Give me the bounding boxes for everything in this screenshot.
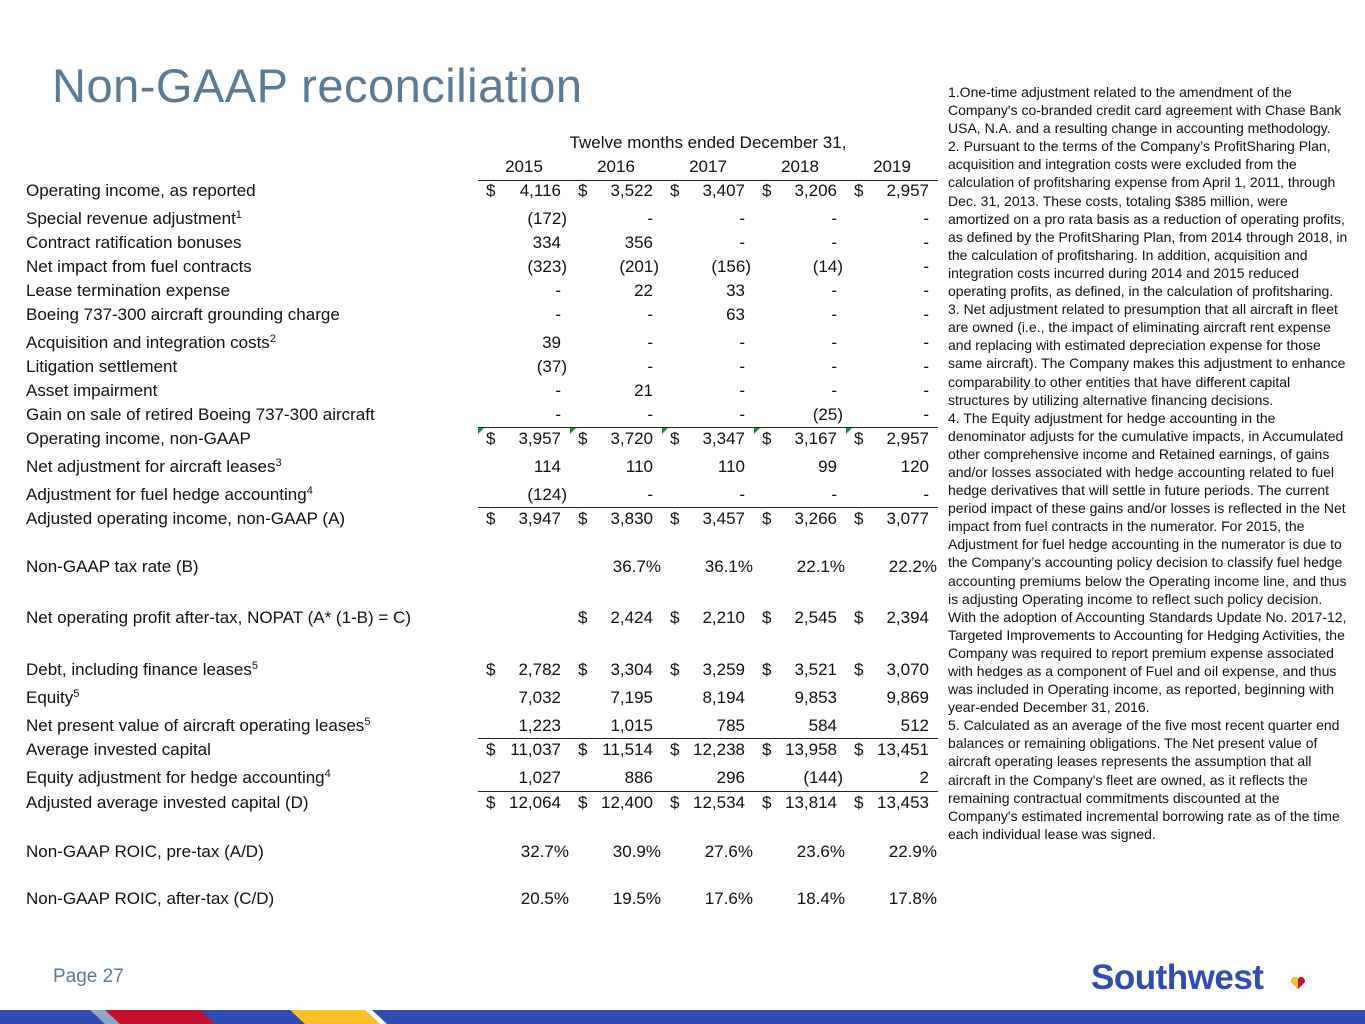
row-label: Adjustment for fuel hedge accounting$^4$	[26, 485, 313, 504]
comment-marker	[846, 428, 852, 434]
value-cell: -	[831, 333, 837, 352]
value-cell: (172)	[527, 209, 567, 228]
value-cell: $ 2,957	[854, 181, 929, 200]
value-cell: 30.9%	[612, 842, 661, 861]
footnote-ref: 3	[275, 457, 282, 469]
footnote-1: 1.One-time adjustment related to the amendment of the Company's co-branded credit card agreement with Chase Bank USA, N.A. and a resulting change in accounting methodology.	[948, 84, 1342, 137]
value-cell	[486, 609, 561, 629]
dollar-sign: $	[762, 660, 772, 679]
value-cell: (156)	[711, 257, 751, 276]
value-cell: 9,853	[794, 688, 837, 707]
row-label: Equity adjustment for hedge accounting$^4$	[26, 768, 331, 787]
row-label: Equity$^5$	[26, 688, 80, 707]
value-cell: $ 3,521	[762, 660, 837, 679]
value-cell: 22.2%	[888, 557, 937, 576]
value-cell: $ 2,210	[670, 608, 745, 627]
value-cell: -	[831, 233, 837, 252]
value-cell: $ 3,457	[670, 509, 745, 528]
value-cell: 1,015	[610, 716, 653, 735]
value-cell: 99	[818, 457, 837, 476]
dollar-sign: $	[578, 509, 588, 528]
footnote-ref: 4	[324, 768, 331, 780]
dollar-sign: $	[578, 740, 588, 759]
row-label: Non-GAAP ROIC, pre-tax (A/D)	[26, 842, 264, 861]
value-cell: 114	[533, 457, 561, 476]
value-cell: $ 3,720	[578, 429, 653, 448]
value-cell: $ 3,407	[670, 181, 745, 200]
row-label: Non-GAAP ROIC, after-tax (C/D)	[26, 889, 275, 908]
value-cell: -	[739, 209, 745, 228]
value-cell: (25)	[812, 405, 843, 424]
value-cell: 36.7%	[612, 557, 661, 576]
value-cell: $ 2,545	[762, 608, 837, 627]
row-label: Adjusted average invested capital (D)	[26, 793, 309, 812]
value-cell: (323)	[527, 257, 567, 276]
row-label: Debt, including finance leases$^5$	[26, 660, 258, 679]
row-label: Lease termination expense	[26, 281, 231, 300]
footnote-ref: 5	[364, 716, 371, 728]
dollar-sign: $	[670, 181, 680, 200]
value-cell: -	[923, 233, 929, 252]
comment-marker	[570, 428, 576, 434]
dollar-sign: $	[578, 429, 588, 448]
row-label: Average invested capital	[26, 740, 211, 759]
dollar-sign: $	[762, 740, 772, 759]
value-cell: -	[831, 305, 837, 324]
year-header: 2017	[689, 157, 727, 176]
footnote-ref: 5	[251, 660, 258, 672]
dollar-sign: $	[670, 793, 680, 812]
comment-marker	[478, 428, 484, 434]
row-label: Net adjustment for aircraft leases$^3$	[26, 457, 282, 476]
footnote-ref: 1	[235, 209, 242, 221]
value-cell: 886	[624, 768, 653, 787]
value-cell: 334	[532, 233, 561, 252]
value-cell: $ 3,304	[578, 660, 653, 679]
value-cell: $ 3,947	[486, 509, 561, 528]
comment-marker	[754, 428, 760, 434]
value-cell: $ 13,451	[854, 740, 929, 759]
row-label: Litigation settlement	[26, 357, 178, 376]
value-cell: -	[923, 257, 929, 276]
value-cell: $ 11,037	[486, 740, 561, 759]
value-cell: $ 12,534	[670, 793, 745, 812]
value-cell: 18.4%	[796, 889, 845, 908]
value-cell: $ 13,958	[762, 740, 837, 759]
dollar-sign: $	[854, 793, 864, 812]
value-cell: -	[923, 281, 929, 300]
value-cell: 36.1%	[704, 557, 753, 576]
value-cell: $ 3,957	[486, 429, 561, 448]
value-cell: 110	[625, 457, 653, 476]
dollar-sign: $	[486, 660, 496, 679]
value-cell: 296	[716, 768, 745, 787]
row-label: Contract ratification bonuses	[26, 233, 242, 252]
value-cell: $ 2,782	[486, 660, 561, 679]
value-cell: $ 2,424	[578, 608, 653, 627]
value-cell: $ 12,238	[670, 740, 745, 759]
dollar-sign: $	[670, 740, 680, 759]
value-cell: 110	[717, 457, 745, 476]
southwest-logo	[1091, 956, 1321, 1000]
value-cell: 22.9%	[888, 842, 937, 861]
value-cell: 17.8%	[888, 889, 937, 908]
year-header: 2019	[873, 157, 911, 176]
dollar-sign: $	[854, 660, 864, 679]
value-cell: -	[555, 305, 561, 324]
value-cell: -	[647, 209, 653, 228]
value-cell: -	[923, 305, 929, 324]
value-cell: $ 13,453	[854, 793, 929, 812]
value-cell: 33	[726, 281, 745, 300]
value-cell: $ 3,830	[578, 509, 653, 528]
dollar-sign: $	[578, 608, 588, 627]
value-cell: 1,027	[518, 768, 561, 787]
value-cell: 120	[900, 457, 929, 476]
value-cell: 785	[716, 716, 745, 735]
value-cell: $ 4,116	[486, 181, 561, 200]
row-label: Net present value of aircraft operating leases$^5$	[26, 716, 371, 735]
heart-icon	[1291, 977, 1305, 989]
dollar-sign: $	[578, 660, 588, 679]
dollar-sign: $	[762, 509, 772, 528]
row-label: Boeing 737-300 aircraft grounding charge	[26, 305, 340, 324]
value-cell: (201)	[619, 257, 659, 276]
value-cell: $ 3,167	[762, 429, 837, 448]
dollar-sign: $	[486, 509, 496, 528]
value-cell: -	[923, 209, 929, 228]
dollar-sign: $	[486, 793, 496, 812]
footer-stripe	[0, 1010, 1365, 1024]
dollar-sign: $	[854, 509, 864, 528]
value-cell: -	[739, 405, 745, 424]
total-rule	[478, 507, 938, 508]
row-label: Adjusted operating income, non-GAAP (A)	[26, 509, 346, 528]
value-cell: 7,195	[610, 688, 653, 707]
total-rule	[478, 738, 938, 739]
value-cell: -	[923, 485, 929, 504]
value-cell: (37)	[536, 357, 567, 376]
value-cell: 27.6%	[704, 842, 753, 861]
footnote-2: 2. Pursuant to the terms of the Company’s ProfitSharing Plan, acquisition and integration costs were excluded from the calculation of profitsharing expense from April 1, 2011, through Dec. 31, 2013. These costs, totaling $385 million, were amortized on a pro rata basis as a reduction of operating profits, as defined by the ProfitSharing Plan, from 2014 through 2018, in the calculation of profitsharing. In addition, acquisition and integration costs incurred during 2014 and 2015 reduced operating profits, as defined, in the calculation of profitsharing.	[948, 138, 1348, 300]
footnotes	[948, 83, 1350, 843]
value-cell: 584	[808, 716, 837, 735]
value-cell: -	[555, 281, 561, 300]
value-cell: -	[555, 381, 561, 400]
page-number: Page 27	[53, 966, 124, 987]
value-cell: 9,869	[886, 688, 929, 707]
value-cell: -	[923, 381, 929, 400]
value-cell: -	[647, 485, 653, 504]
value-cell: -	[831, 281, 837, 300]
dollar-sign: $	[762, 181, 772, 200]
value-cell: 22.1%	[796, 557, 845, 576]
dollar-sign: $	[486, 181, 496, 200]
value-cell: $ 3,266	[762, 509, 837, 528]
dollar-sign: $	[762, 793, 772, 812]
period-header: Twelve months ended December 31,	[569, 133, 847, 152]
dollar-sign: $	[486, 429, 496, 448]
row-label: Operating income, non-GAAP	[26, 429, 251, 448]
value-cell: $ 3,347	[670, 429, 745, 448]
value-cell: (144)	[803, 768, 843, 787]
value-cell: $ 3,077	[854, 509, 929, 528]
dollar-sign: $	[854, 608, 864, 627]
value-cell: 512	[900, 716, 929, 735]
value-cell: -	[739, 485, 745, 504]
dollar-sign: $	[762, 608, 772, 627]
value-cell: 19.5%	[612, 889, 661, 908]
value-cell: -	[739, 381, 745, 400]
footnote-ref: 4	[306, 485, 313, 497]
value-cell: 20.5%	[520, 889, 569, 908]
value-cell: 356	[624, 233, 653, 252]
footnote-ref: 5	[73, 688, 80, 700]
total-rule	[478, 791, 938, 792]
value-cell: $ 3,259	[670, 660, 745, 679]
value-cell: 8,194	[702, 688, 745, 707]
value-cell: 7,032	[518, 688, 561, 707]
value-cell	[486, 558, 569, 578]
dollar-sign: $	[854, 740, 864, 759]
value-cell: 1,223	[518, 716, 561, 735]
row-label: Special revenue adjustment$^1$	[26, 209, 242, 228]
value-cell: -	[831, 209, 837, 228]
row-label: Asset impairment	[26, 381, 158, 400]
value-cell: -	[923, 405, 929, 424]
value-cell: $ 13,814	[762, 793, 837, 812]
row-label: Operating income, as reported	[26, 181, 256, 200]
footnote-4: 4. The Equity adjustment for hedge accounting in the denominator adjusts for the cumulative impacts, in Accumulated other comprehensive income and Retained earnings, of gains and/or losses associated with hedge accounting related to fuel hedge derivatives that will settle in future periods. The current period impact of these gains and/or losses is reflected in the Net impact from fuel contracts in the numerator. For 2015, the Adjustment for fuel hedge accounting in the numerator is due to the Company’s accounting policy decision to classify fuel hedge accounting premiums below the Operating income line, and thus is adjusting Operating income to reflect such policy decision. With the adoption of Accounting Standards Update No. 2017-12, Targeted Improvements to Accounting for Hedging Activities, the Company was required to report premium expense associated with hedges as a component of Fuel and oil expense, and thus was included in Operating income, as reported, beginning with year-ended December 31, 2016.	[948, 409, 1347, 716]
value-cell: 17.6%	[704, 889, 753, 908]
value-cell: $ 12,400	[578, 793, 653, 812]
value-cell: -	[739, 333, 745, 352]
value-cell: 2	[919, 768, 929, 787]
value-cell: $ 12,064	[486, 793, 561, 812]
value-cell: $ 3,522	[578, 181, 653, 200]
row-label: Gain on sale of retired Boeing 737-300 aircraft	[26, 405, 375, 424]
page-title: Non-GAAP reconciliation	[52, 59, 583, 112]
value-cell: -	[555, 405, 561, 424]
footnote-3: 3. Net adjustment related to presumption that all aircraft in fleet are owned (i.e., the impact of eliminating aircraft rent expense and replacing with estimated depreciation expense for those same aircraft). The Company makes this adjustment to enhance comparability to other entities that have different capital structures by utilizing alternative financing decisions.	[948, 301, 1346, 408]
comment-marker	[662, 428, 668, 434]
value-cell: -	[831, 381, 837, 400]
value-cell: 21	[634, 381, 653, 400]
value-cell: -	[647, 405, 653, 424]
value-cell: -	[923, 357, 929, 376]
value-cell: -	[831, 357, 837, 376]
value-cell: $ 2,394	[854, 608, 929, 627]
footnote-5: 5. Calculated as an average of the five most recent quarter end balances or remaining obligations. The Net present value of aircraft operating leases represents the assumption that all aircraft in the Company's fleet are owned, as it reflects the remaining contractual commitments discounted at the Company's estimated incremental borrowing rate as of the time each individual lease was signed.	[948, 717, 1340, 842]
year-header: 2016	[597, 157, 635, 176]
year-header: 2018	[781, 157, 819, 176]
value-cell: 39	[542, 333, 561, 352]
value-cell: $ 3,206	[762, 181, 837, 200]
row-label: Net operating profit after-tax, NOPAT (A* (1-B) = C)	[26, 608, 411, 627]
value-cell: (124)	[527, 485, 567, 504]
value-cell: -	[647, 305, 653, 324]
dollar-sign: $	[854, 181, 864, 200]
dollar-sign: $	[670, 608, 680, 627]
row-label: Non-GAAP tax rate (B)	[26, 557, 199, 576]
value-cell: $ 2,957	[854, 429, 929, 448]
value-cell: 32.7%	[520, 842, 569, 861]
value-cell: -	[739, 233, 745, 252]
value-cell: 63	[726, 305, 745, 324]
value-cell: $ 3,070	[854, 660, 929, 679]
dollar-sign: $	[670, 429, 680, 448]
row-label: Net impact from fuel contracts	[26, 257, 252, 276]
value-cell: 22	[634, 281, 653, 300]
value-cell: 23.6%	[796, 842, 845, 861]
value-cell: -	[923, 333, 929, 352]
value-cell: -	[647, 357, 653, 376]
dollar-sign: $	[578, 181, 588, 200]
dollar-sign: $	[578, 793, 588, 812]
dollar-sign: $	[670, 660, 680, 679]
dollar-sign: $	[486, 740, 496, 759]
footnote-ref: 2	[269, 333, 276, 345]
value-cell: -	[647, 333, 653, 352]
value-cell: -	[739, 357, 745, 376]
value-cell: -	[831, 485, 837, 504]
dollar-sign: $	[762, 429, 772, 448]
total-rule	[478, 427, 938, 428]
value-cell: (14)	[812, 257, 843, 276]
row-label: Acquisition and integration costs$^2$	[26, 333, 276, 352]
dollar-sign: $	[854, 429, 864, 448]
logo-wordmark: Southwest	[1091, 958, 1264, 997]
dollar-sign: $	[670, 509, 680, 528]
year-header: 2015	[505, 157, 543, 176]
value-cell: $ 11,514	[578, 740, 653, 759]
